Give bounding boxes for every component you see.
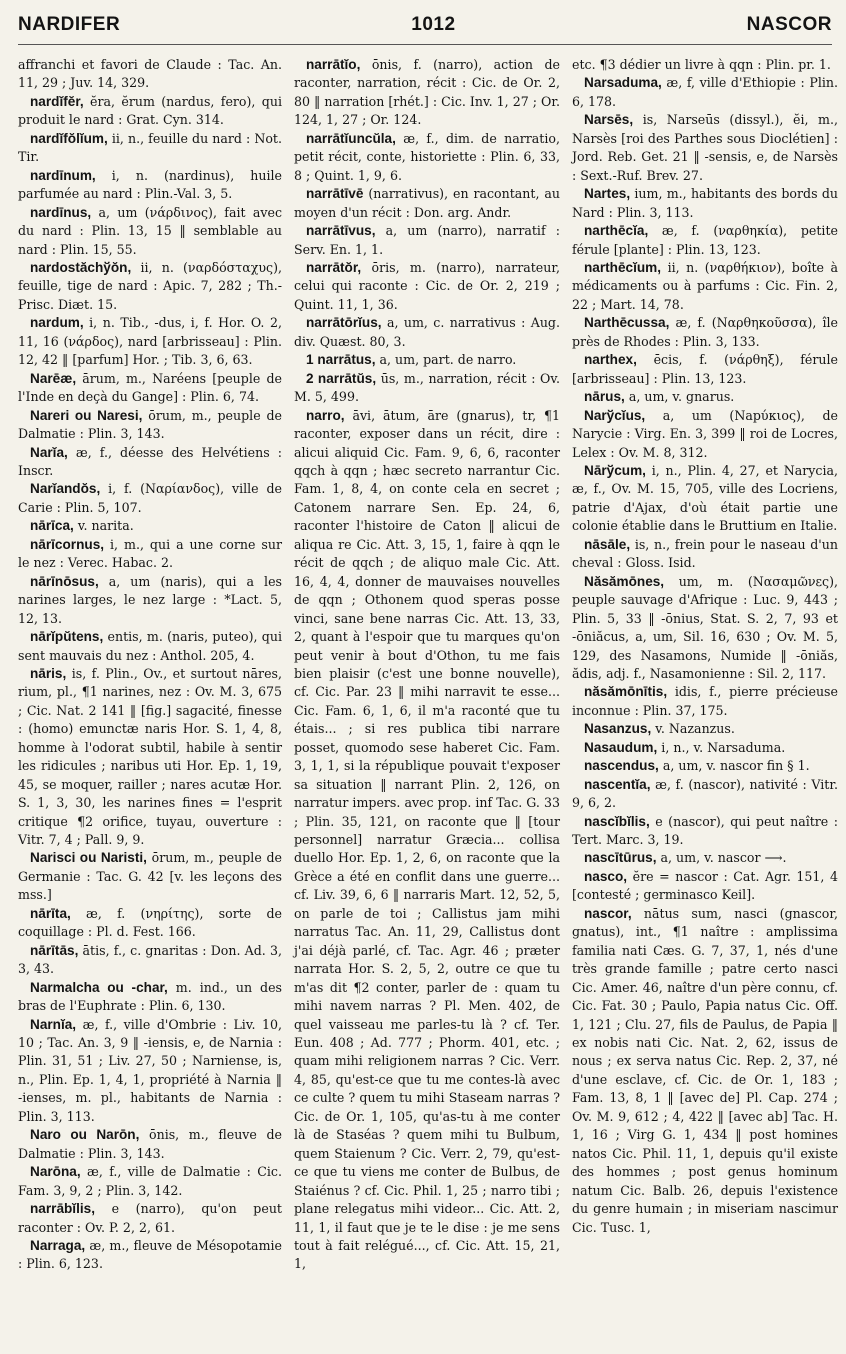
entry-definition: e (nascor), qui peut naître : Tert. Marc. 3, 19.	[572, 813, 838, 848]
dictionary-entry	[18, 204, 282, 259]
entry-definition: ium, m., habitants des bords du Nard : Plin. 3, 113.	[572, 186, 838, 220]
entry-headword: Narthēcussa,	[584, 315, 670, 331]
entry-definition: æ, f., dim. de narratio, petit récit, conte, historiette : Plin. 6, 33, 8 ; Quint. 1, 9, 6.	[294, 130, 560, 183]
dictionary-entry	[572, 388, 838, 406]
entry-definition: um, m. (Νασαμῶνες), peuple sauvage d'Afrique : Luc. 9, 443 ; Plin. 5, 33 ‖ -ōnius, Stat. S. 2, 7, 93 et -ōniăcus, a, um, Sil. 16, 630 ; Ov. M. 5, 129, des Nasamons, Numide ‖ -ōniăs, ădis, adj. f., Nasamonienne : Sil. 2, 117.	[572, 573, 838, 681]
entry-definition: ōnis, f. (narro), action de raconter, narration, récit : Cic. de Or. 2, 80 ‖ narration [rhét.] : Cic. Inv. 1, 27 ; Or. 124, 1, 27 ; Or. 124.	[294, 57, 560, 128]
entry-headword: nascor,	[584, 905, 632, 921]
entry-definition: ōnis, m., fleuve de Dalmatie : Plin. 3, 143.	[18, 1127, 282, 1161]
dictionary-entry	[572, 536, 838, 573]
entry-headword: Narsēs,	[584, 112, 634, 128]
entry-headword: Narsaduma,	[584, 75, 662, 91]
entry-headword: Nasaudum,	[584, 739, 658, 755]
entry-definition: æ, f, ville d'Ethiopie : Plin. 6, 178.	[572, 75, 838, 109]
entry-definition: i, n. (nardinus), huile parfumée au nard : Plin.-Val. 3, 5.	[18, 167, 282, 202]
entry-headword: narrātĭo,	[306, 57, 361, 72]
dictionary-entry	[572, 56, 838, 74]
entry-definition: a, um, c. narrativus : Aug. div. Quæst. 80, 3.	[294, 315, 560, 349]
entry-headword: nardum,	[30, 315, 84, 331]
dictionary-entry	[18, 573, 282, 628]
entry-definition: æ, f. (ναρθηκία), petite férule [plante] : Plin. 13, 123.	[572, 223, 838, 257]
dictionary-entry	[294, 370, 560, 407]
dictionary-entry	[18, 1126, 282, 1163]
entry-headword: nasco,	[584, 868, 628, 884]
dictionary-entry	[572, 222, 838, 259]
entry-definition: a, um (naris), qui a les narines larges, le nez large : *Lact. 5, 12, 13.	[18, 573, 282, 626]
entry-definition: ĕre = nascor : Cat. Agr. 151, 4 [contesté ; germinasco Keil].	[572, 868, 838, 903]
header-last-word: NASCOR	[746, 14, 832, 35]
dictionary-entry	[572, 720, 838, 738]
entry-headword: nascītūrus,	[584, 850, 657, 866]
entry-headword: Naro ou Narōn,	[30, 1127, 140, 1143]
header-first-word: NARDIFER	[18, 14, 121, 35]
entry-definition: nātus sum, nasci (gnascor, gnatus), int., ¶1 naître : amplissima familia nati Cæs. G. 7, 37, 1, nés d'une très grande famille ; patre certo nasci Cic. Amer. 46, naître d'un père connu, cf. Cic. Fat. 30 ; Paulo, Papia natus Cic. Off. 1, 121 ; Clu. 27, fils de Paulus, de Papia ‖ ex nobis nati Cic. Nat. 2, 62, issus de nous ; ex serva natus Cic. Rep. 2, 37, né d'une esclave, cf. Cic. de Or. 1, 183 ; Fam. 13, 8, 1 ‖ [avec de] Pl. Cap. 274 ; Ov. M. 9, 612 ; 4, 422 ‖ [avec ab] Tac. H. 1, 16 ; Virg G. 1, 434 ‖ post homines natos Cic. Phil. 11, 1, depuis qu'il existe des hommes ; post genus hominum natum Cic. Balb. 26, depuis l'existence du genre humain ; in miseriam nascimur Cic. Tusc. 1,	[572, 905, 838, 1235]
dictionary-entry	[294, 407, 560, 1274]
dictionary-entry	[18, 536, 282, 573]
dictionary-entry	[572, 185, 838, 222]
entry-headword: Narĭa,	[30, 444, 68, 460]
entry-definition: i, f. (Ναρίανδος), ville de Carie : Plin. 5, 107.	[18, 481, 282, 515]
entry-definition: (narrativus), en racontant, au moyen d'un récit : Don. arg. Andr.	[294, 186, 560, 220]
dictionary-entry	[18, 167, 282, 204]
entry-headword: Nartes,	[584, 186, 631, 202]
entry-headword: Narōna,	[30, 1164, 81, 1180]
entry-headword: nascendus,	[584, 758, 659, 774]
dictionary-entry	[572, 757, 838, 775]
dictionary-entry	[18, 93, 282, 130]
entry-definition: ōris, m. (narro), narrateur, celui qui raconte : Cic. de Or. 2, 219 ; Quint. 11, 1, 36.	[294, 259, 560, 312]
entry-definition: æ, f. (Ναρθηκοῦσσα), île près de Rhodes : Plin. 3, 133.	[572, 315, 838, 349]
dictionary-entry	[18, 56, 282, 93]
dictionary-entry	[294, 222, 560, 259]
dictionary-entry	[18, 1200, 282, 1237]
entry-definition: æ, f., ville de Dalmatie : Cic. Fam. 3, 9, 2 ; Plin. 3, 142.	[18, 1164, 282, 1198]
entry-headword: narthēcĭa,	[584, 223, 649, 239]
dictionary-entry	[572, 849, 838, 867]
entry-definition: is, Narseūs (dissyl.), ĕi, m., Narsès [roi des Parthes sous Dioclétien] : Jord. Reb. Get. 21 ‖ -sensis, e, de Narsès : Sext.-Ruf. Brev. 27.	[572, 112, 838, 183]
dictionary-entry	[572, 905, 838, 1237]
column-right	[572, 56, 838, 1274]
dictionary-entry	[572, 573, 838, 684]
dictionary-entry	[572, 111, 838, 185]
entry-definition: is, f. Plin., Ov., et surtout nāres, rium, pl., ¶1 narines, nez : Ov. M. 3, 675 ; Cic. Nat. 2 141 ‖ [fig.] sagacité, finesse : (homo) emunctæ naris Hor. S. 1, 4, 8, homme à l'odorat subtil, habile à sentir les ridicules ; naribus uti Hor. Ep. 1, 19, 45, se moquer, railler ; nares acutæ Hor. S. 1, 3, 30, les narines fines = l'esprit critique ¶2 orifice, tuyau, ouverture : Vitr. 7, 4 ; Pall. 9, 9.	[18, 665, 282, 848]
entry-definition: ii, n., feuille du nard : Not. Tir.	[18, 130, 282, 165]
entry-headword: Narĭandŏs,	[30, 481, 101, 497]
entry-headword: Narўcĭus,	[584, 407, 646, 423]
entry-headword: nardīnum,	[30, 167, 96, 183]
dictionary-entry	[18, 517, 282, 535]
entry-headword: Năsămōnes,	[584, 573, 665, 589]
dictionary-entry	[18, 1237, 282, 1274]
dictionary-entry	[572, 74, 838, 111]
entry-headword: năsămōnītis,	[584, 684, 668, 700]
entry-definition: āvi, ātum, āre (gnarus), tr, ¶1 raconter, exposer dans un récit, dire : alicui aliquid Cic. Fam. 9, 6, 6, raconter qqch à qqn ; hæc secreto narrantur Cic. Fam. 1, 8, 4, on conte cela en secret ; Catonem narrare Sen. Ep. 24, 6, raconter l'histoire de Caton ‖ alicui de aliqua re Cic. Att. 3, 15, 1, faire à qqn le récit de qqch ; de aliquo male Cic. Att. 16, 4, 4, donner de mauvaises nouvelles de qqn ; Othonem quod speras posse vinci, sane bene narras Cic. Att. 13, 33, 2, quant à l'espoir que tu marques qu'on peut venir à bout d'Othon, tu me fais bien plaisir (c'est une bonne nouvelle), cf. Cic. Par. 23 ‖ mihi narravit te esse... Cic. Fam. 6, 1, 6, il m'a raconté que tu étais... ; si res publica tibi narrare posset, quomodo sese haberet Cic. Fam. 3, 1, 1, si la république pouvait t'exposer sa situation ‖ narrant Plin. 2, 126, on narratur impers. avec prop. inf Tac. G. 33 ; Plin. 35, 121, on raconte que ‖ [tour personnel] narratur Græcia... collisa duello Hor. Ep. 1, 2, 6, on raconte que la Grèce a été en conflit dans une guerre... cf. Liv. 39, 6, 6 ‖ narraris Mart. 12, 52, 5, on parle de toi ; Callistus jam mihi narratus Tac. An. 11, 29, Callistus dont j'ai déjà parlé, cf. Tac. Agr. 46 ; præter narrata Hor. S. 2, 5, 2, outre ce que tu m'as dit ¶2 conter, parler de : quam tu mihi navem narras ? Pl. Men. 402, de quel vaisseau me parles-tu là ? cf. Ter. Eun. 408 ; Ad. 777 ; Phorm. 401, etc. ; quam mihi religionem narras ? Cic. Verr. 4, 85, qu'est-ce que tu me contes-là avec ce culte ? quem tu mihi Staseam narras ? Cic. de Or. 1, 105, qu'as-tu à me conter là de Staséas ? quem mihi tu Bulbum, quem Staienum ? Cic. Verr. 2, 79, qu'est-ce que tu viens me conter de Bulbus, de Staiénus ? cf. Cic. Phil. 1, 25 ; narro tibi ; plane relegatus mihi videor... Cic. Att. 2, 11, 1, il faut que je te le dise : je me sens tout à fait relégué..., cf. Cic. Att. 15, 21, 1,	[294, 407, 560, 1272]
dictionary-entry	[572, 683, 838, 720]
dictionary-entry	[572, 314, 838, 351]
entry-headword: nārus,	[584, 389, 625, 405]
entry-headword: Narēæ,	[30, 370, 77, 386]
entry-definition: i, n., Plin. 4, 27, et Narycia, æ, f., Ov. M. 15, 705, ville des Locriens, patrie d'Ajax, d'où était partie une colonie établie dans le Bruttium en Italie.	[572, 462, 838, 534]
entry-definition: æ, f., ville d'Ombrie : Liv. 10, 10 ; Tac. An. 3, 9 ‖ -iensis, e, de Narnia : Plin. 31, 51 ; Liv. 27, 50 ; Narniense, is, n., Plin. Ep. 1, 4, 1, propriété à Narnia ‖ -ienses, m. pl., habitants de Narnia : Plin. 3, 113.	[18, 1016, 282, 1124]
dictionary-entry	[18, 665, 282, 850]
entry-headword: nascentĭa,	[584, 776, 651, 792]
entry-definition: m. ind., un des bras de l'Euphrate : Plin. 6, 130.	[18, 979, 282, 1014]
entry-headword: nārĭpŭtens,	[30, 629, 104, 645]
entry-definition: ĕra, ĕrum (nardus, fero), qui produit le nard : Grat. Cyn. 314.	[18, 93, 282, 128]
dictionary-entry	[18, 370, 282, 407]
entry-headword: nardĭfŏlĭum,	[30, 130, 108, 146]
entry-headword: narro,	[306, 407, 345, 423]
entry-headword: nardostăchўŏn,	[30, 259, 132, 275]
dictionary-entry	[18, 480, 282, 517]
dictionary-entry	[294, 130, 560, 185]
entry-headword: nārītās,	[30, 942, 79, 958]
entry-definition: a, um (Νарύκιος), de Narycie : Virg. En. 3, 399 ‖ roi de Locres, Lelex : Ov. M. 8, 312.	[572, 407, 838, 460]
entry-definition: ii, n. (ναρθήκιον), boîte à médicaments ou à parfums : Cic. Fin. 2, 22 ; Mart. 14, 78.	[572, 259, 838, 312]
entry-definition: ārum, m., Naréens [peuple de l'Inde en deçà du Gange] : Plin. 6, 74.	[18, 370, 282, 405]
dictionary-entry	[18, 1016, 282, 1127]
entry-headword: nardĭfĕr,	[30, 93, 84, 109]
entry-definition: æ, f. (nascor), nativité : Vitr. 9, 6, 2.	[572, 776, 838, 811]
entry-headword: nardīnus,	[30, 204, 92, 220]
entry-definition: v. Nazanzus.	[655, 721, 735, 737]
entry-definition: i, n., v. Narsaduma.	[661, 739, 786, 755]
dictionary-entry	[294, 259, 560, 314]
column-middle	[294, 56, 560, 1274]
entry-headword: nāris,	[30, 665, 67, 681]
column-left	[18, 56, 282, 1274]
page-number: 1012	[411, 14, 456, 35]
entry-definition: ātis, f., c. gnaritas : Don. Ad. 3, 3, 43.	[18, 942, 282, 977]
entry-headword: nascĭbĭlis,	[584, 813, 650, 829]
entry-definition: is, n., frein pour le naseau d'un cheval : Gloss. Isid.	[572, 536, 838, 571]
entry-headword: nārīta,	[30, 905, 71, 921]
dictionary-entry	[294, 314, 560, 351]
entry-definition: ōrum, m., peuple de Dalmatie : Plin. 3, 143.	[18, 407, 282, 442]
entry-definition: a, um, v. gnarus.	[628, 389, 735, 405]
dictionary-entry	[294, 185, 560, 222]
dictionary-entry	[572, 739, 838, 757]
dictionary-entry	[18, 905, 282, 942]
header-rule	[18, 44, 832, 45]
entry-headword: narrābĭlis,	[30, 1201, 95, 1217]
dictionary-entry	[572, 813, 838, 850]
entry-headword: narrātĭuncŭla,	[306, 130, 396, 146]
entry-headword: 1 narrātus,	[306, 352, 376, 368]
entry-definition: a, um (narro), narratif : Serv. En. 1, 1.	[294, 223, 560, 257]
dictionary-entry	[572, 407, 838, 462]
entry-headword: narrātŏr,	[306, 259, 362, 275]
entry-headword: Narnĭa,	[30, 1016, 77, 1032]
entry-definition: æ, f. (νηρίτης), sorte de coquillage : Pl. d. Fest. 166.	[18, 905, 282, 940]
entry-definition: æ, m., fleuve de Mésopotamie : Plin. 6, 123.	[18, 1238, 282, 1272]
dictionary-entry	[18, 407, 282, 444]
entry-definition: idis, f., pierre précieuse inconnue : Plin. 37, 175.	[572, 684, 838, 718]
entry-headword: narrātīvus,	[306, 223, 376, 239]
entry-headword: nāsāle,	[584, 536, 631, 552]
entry-headword: narrātōrĭus,	[306, 315, 382, 331]
text-columns	[18, 56, 838, 1274]
dictionary-entry	[294, 351, 560, 369]
entry-definition: ēcis, f. (νάρθηξ), férule [arbrisseau] : Plin. 13, 123.	[572, 352, 838, 386]
entry-definition: ūs, m., narration, récit : Ov. M. 5, 499.	[294, 370, 560, 405]
dictionary-entry	[18, 1163, 282, 1200]
entry-definition: affranchi et favori de Claude : Tac. An. 11, 29 ; Juv. 14, 329.	[18, 57, 282, 91]
entry-headword: Narraga,	[30, 1238, 86, 1253]
entry-headword: Nasanzus,	[584, 721, 652, 737]
dictionary-entry	[18, 849, 282, 904]
entry-definition: v. narita.	[77, 518, 134, 534]
entry-headword: narthēcĭum,	[584, 259, 662, 275]
entry-headword: nārīnōsus,	[30, 573, 99, 589]
entry-definition: i, m., qui a une corne sur le nez : Verec. Habac. 2.	[18, 536, 282, 571]
entry-headword: nārīcornus,	[30, 536, 105, 552]
dictionary-entry	[18, 628, 282, 665]
entry-definition: ii, n. (ναρδόσταχυς), feuille, tige de nard : Apic. 7, 282 ; Th.-Prisc. Diæt. 15.	[18, 259, 282, 312]
entry-headword: nārīca,	[30, 518, 74, 534]
entry-definition: a, um (νάρδινος), fait avec du nard : Plin. 13, 15 ‖ semblable au nard : Plin. 15, 55.	[18, 204, 283, 257]
dictionary-entry	[572, 259, 838, 314]
entry-headword: narthex,	[584, 352, 637, 368]
entry-definition: a, um, v. nascor fin § 1.	[662, 758, 810, 774]
dictionary-entry	[18, 259, 282, 314]
entry-headword: narrātīvē	[306, 186, 364, 202]
dictionary-entry	[572, 462, 838, 536]
entry-headword: Narmalcha ou -char,	[30, 979, 168, 995]
dictionary-entry	[572, 776, 838, 813]
dictionary-entry	[18, 942, 282, 979]
entry-definition: a, um, part. de narro.	[379, 352, 517, 368]
entry-definition: e (narro), qu'on peut raconter : Ov. P. 2, 2, 61.	[18, 1201, 282, 1235]
entry-headword: Narisci ou Naristi,	[30, 850, 147, 866]
dictionary-entry	[572, 868, 838, 905]
entry-definition: ōrum, m., peuple de Germanie : Tac. G. 42 [v. les leçons des mss.]	[18, 850, 282, 903]
entry-definition: a, um, v. nascor ⟶.	[660, 850, 787, 866]
dictionary-entry	[572, 351, 838, 388]
dictionary-entry	[18, 314, 282, 369]
dictionary-entry	[294, 56, 560, 130]
dictionary-entry	[18, 979, 282, 1016]
entry-headword: Nareri ou Naresi,	[30, 407, 143, 423]
entry-definition: æ, f., déesse des Helvétiens : Inscr.	[18, 444, 282, 478]
entry-definition: etc. ¶3 dédier un livre à qqn : Plin. pr. 1.	[572, 57, 831, 72]
dictionary-entry	[18, 130, 282, 167]
entry-headword: 2 narrātŭs,	[306, 370, 377, 386]
entry-definition: entis, m. (naris, puteo), qui sent mauvais du nez : Anthol. 205, 4.	[18, 629, 282, 663]
entry-definition: i, n. Tib., -dus, i, f. Hor. O. 2, 11, 16 (νάρδος), nard [arbrisseau] : Plin. 12, 42 ‖ [parfum] Hor. ; Tib. 3, 6, 63.	[18, 315, 282, 368]
dictionary-entry	[18, 444, 282, 481]
entry-headword: Nārўcum,	[584, 462, 646, 478]
